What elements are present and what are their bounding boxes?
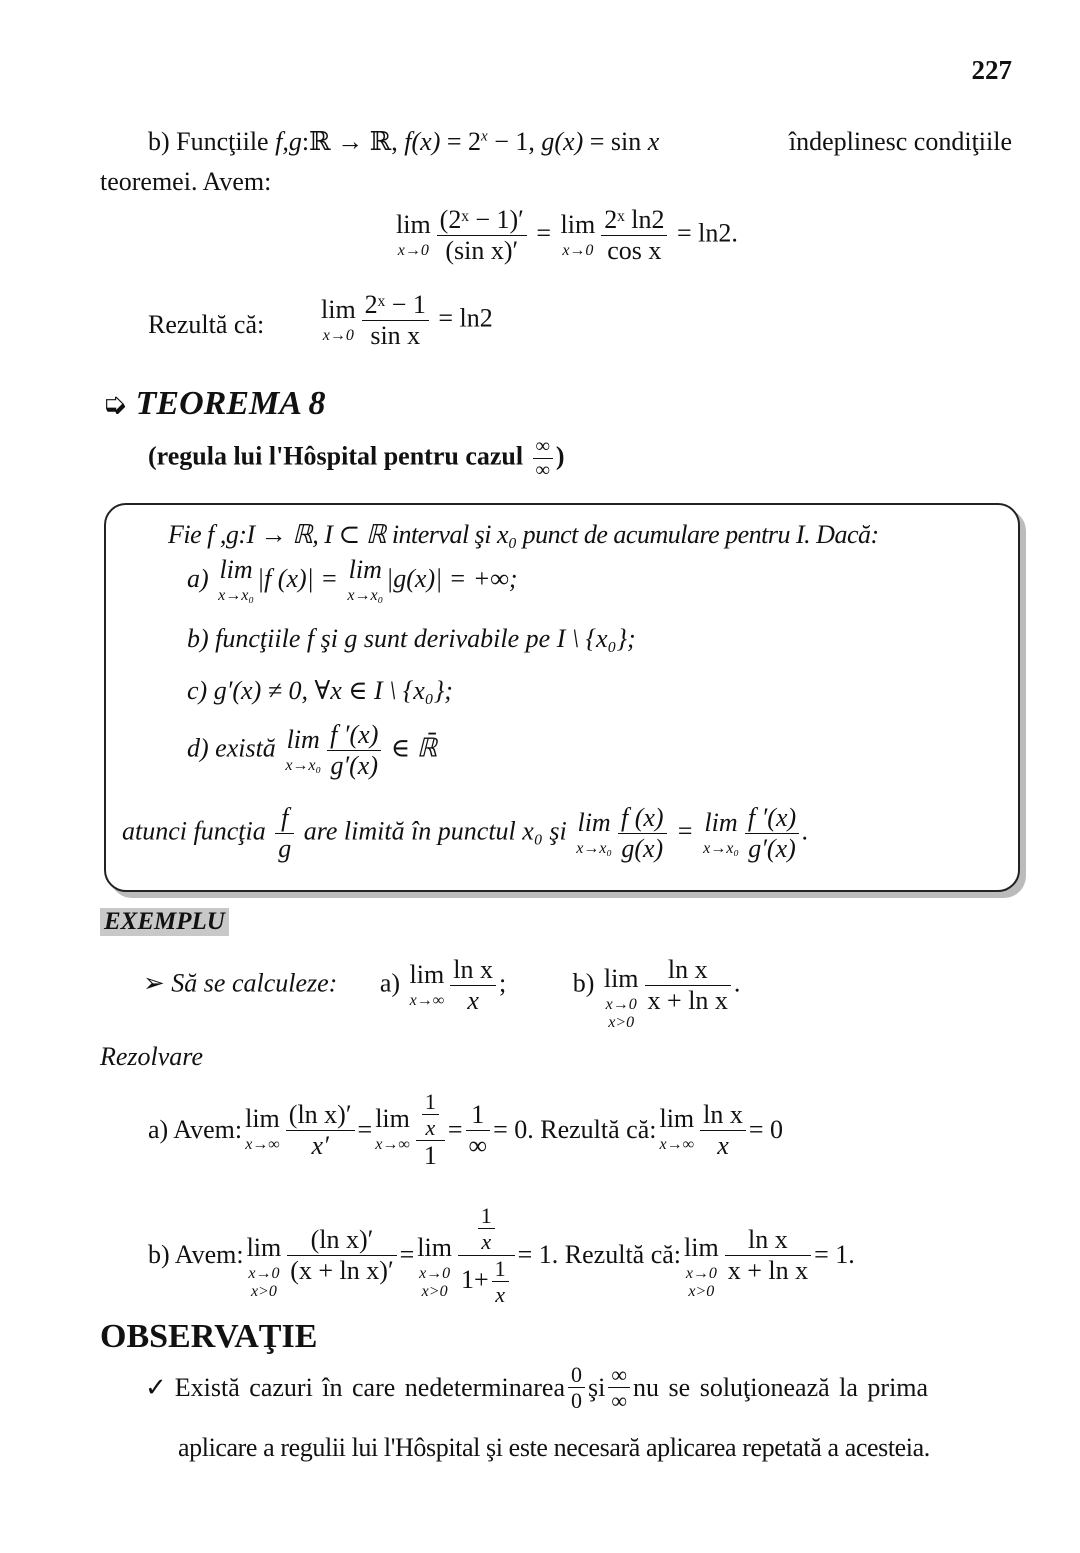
numerator: 0 — [568, 1362, 585, 1388]
theorem-conclusion — [122, 803, 809, 864]
denominator: g′(x) — [330, 750, 378, 780]
text: . — [733, 968, 741, 998]
page-number: 227 — [971, 55, 1012, 85]
example-task — [143, 940, 740, 1031]
text: = — [447, 1115, 463, 1144]
condition-b: b) funcţiile f şi g sunt derivabile pe I \ {x₀}; — [187, 624, 636, 653]
denominator: ∞ — [468, 1130, 488, 1160]
text: ∈ ℝ̄ — [384, 733, 438, 763]
checkmark-icon: ✓ — [145, 1372, 167, 1402]
lim: lim — [219, 555, 253, 584]
text: nu se soluţionează la prima — [633, 1372, 929, 1402]
text: = sin — [583, 127, 648, 156]
denominator: x′ — [311, 1130, 329, 1160]
hand-arrow-icon: ➭ — [102, 388, 128, 421]
lim: lim — [603, 964, 639, 993]
lim: lim — [684, 1233, 719, 1263]
numerator: ∞ — [608, 1362, 630, 1388]
theorem-heading — [102, 385, 326, 423]
lim: lim — [321, 294, 356, 324]
text: Există cazuri în care nedeterminarea — [174, 1372, 566, 1402]
lim: lim — [245, 1104, 280, 1134]
text: = 2 — [440, 127, 482, 156]
denominator: 0 — [571, 1388, 583, 1414]
text: = — [669, 816, 701, 846]
numerator: 2ˣ − 1 — [362, 290, 429, 321]
lim-sub: x→x₀ — [285, 756, 322, 774]
denominator: x — [495, 1281, 506, 1307]
condition-d — [187, 720, 437, 781]
denominator: x — [717, 1130, 729, 1160]
text: a) — [187, 563, 216, 593]
lim-sub: x→∞ — [659, 1136, 695, 1154]
denominator: (x + ln x)′ — [290, 1255, 394, 1285]
numerator: ln x — [700, 1100, 746, 1131]
lim: lim — [659, 1104, 695, 1134]
text: g(x) — [541, 127, 584, 156]
text: b) Funcţiile — [148, 127, 276, 156]
theorem-subtitle — [148, 435, 565, 482]
text: = ln2 — [431, 303, 493, 333]
numerator: ln x — [725, 1225, 811, 1256]
text: d) există — [187, 733, 283, 763]
numerator: 1 — [492, 1256, 509, 1282]
text: f,g — [275, 127, 302, 156]
numerator: 2ˣ ln2 — [601, 205, 667, 236]
text: |f (x)| = — [256, 563, 345, 593]
lim: lim — [560, 209, 596, 239]
solution-b — [148, 1185, 855, 1325]
text: şi — [588, 1372, 606, 1402]
observation-line-1 — [145, 1362, 1000, 1414]
lim: lim — [286, 724, 320, 754]
theorem-title: TEOREMA 8 — [135, 385, 326, 422]
text: = ln2. — [670, 218, 738, 248]
numerator: 1 — [466, 1100, 491, 1131]
numerator: f (x) — [618, 803, 667, 834]
lim-sub: x→x₀ — [218, 587, 254, 604]
lim: lim — [348, 555, 382, 584]
arrowhead-bullet-icon: ➢ — [143, 968, 165, 998]
lim-sub: x→0 — [248, 1265, 280, 1283]
paragraph-functions — [148, 127, 1012, 157]
lim-sub: x→0 — [562, 241, 594, 259]
text: = 1. — [814, 1240, 855, 1269]
lim-sub: x→x₀ — [703, 839, 739, 857]
text: :ℝ → ℝ, — [301, 127, 405, 156]
numerator: ln x — [645, 955, 731, 986]
lim-sub: x>0 — [688, 1283, 715, 1300]
lim: lim — [396, 209, 431, 239]
text: ; — [498, 968, 507, 998]
denominator: g(x) — [621, 833, 664, 863]
text: = 1. Rezultă că: — [517, 1240, 682, 1269]
condition-c: c) g′(x) ≠ 0, ∀x ∈ I \ {x₀}; — [187, 676, 453, 705]
solution-a — [148, 1075, 783, 1185]
text: b) Avem: — [148, 1240, 244, 1269]
text: îndeplinesc condiţiile — [788, 127, 1012, 156]
text: = 0 — [748, 1115, 784, 1144]
text: Să se calculeze: — [171, 968, 338, 998]
condition-a — [187, 557, 518, 605]
text: ) — [555, 441, 565, 471]
denominator: cos x — [607, 235, 662, 265]
text: a) — [379, 968, 407, 998]
text: atunci funcţia — [122, 816, 273, 846]
text: (regula lui l'Hôspital pentru cazul — [148, 441, 530, 471]
numerator: ln x — [450, 955, 496, 986]
text: f(x) — [404, 127, 441, 156]
numerator: f ′(x) — [327, 720, 381, 751]
denominator: sin x — [370, 320, 421, 350]
lim: lim — [409, 959, 445, 989]
lim-sub: x>0 — [421, 1283, 448, 1300]
denominator: ∞ — [611, 1388, 628, 1414]
denominator: x + ln x — [727, 1255, 809, 1285]
example-heading: EXEMPLU — [100, 908, 229, 936]
lim-sub: x→0 — [419, 1265, 451, 1283]
numerator: f — [275, 803, 294, 834]
observation-heading: OBSERVAŢIE — [100, 1318, 318, 1355]
text: x — [647, 127, 660, 156]
text: = — [529, 218, 558, 248]
lim-sub: x→∞ — [409, 991, 445, 1009]
denominator: x — [481, 1229, 492, 1255]
denominator: x — [467, 986, 479, 1016]
lim-sub: x→0 — [322, 326, 354, 344]
numerator: ∞ — [533, 435, 553, 459]
lim: lim — [375, 1104, 410, 1134]
denominator: g′(x) — [748, 833, 796, 863]
formula-limit-1 — [393, 205, 738, 266]
text: = — [399, 1240, 415, 1269]
theorem-hypothesis: Fie f ,g:I → ℝ, I ⊂ ℝ interval şi x₀ punct de acumulare pentru I. Dacă: — [168, 520, 879, 549]
denominator: (sin x)′ — [445, 235, 519, 265]
text: . — [802, 816, 809, 846]
solution-heading: Rezolvare — [100, 1042, 203, 1071]
text: x — [481, 128, 488, 145]
result-label: Rezultă că: — [148, 310, 265, 339]
denominator: g — [278, 833, 292, 863]
lim-sub: x>0 — [250, 1283, 277, 1300]
lim-sub: x>0 — [608, 1013, 635, 1031]
text: = 0. Rezultă că: — [493, 1115, 657, 1144]
lim: lim — [704, 807, 738, 837]
lim-sub: x→0 — [685, 1265, 717, 1283]
lim-sub: x→0 — [605, 996, 637, 1013]
lim-sub: x→∞ — [245, 1136, 280, 1154]
numerator: (2ˣ − 1)′ — [437, 205, 527, 236]
lim-sub: x→0 — [397, 241, 429, 259]
numerator: (ln x)′ — [286, 1100, 355, 1131]
lim: lim — [246, 1233, 282, 1263]
text: − 1, — [487, 127, 542, 156]
denominator: x — [425, 1115, 436, 1141]
lim-sub: x→∞ — [375, 1136, 410, 1154]
text: are limită în punctul x₀ şi — [297, 816, 574, 846]
denominator: x + ln x — [647, 986, 728, 1016]
denominator: 1 — [423, 1141, 437, 1171]
denominator: ∞ — [535, 459, 550, 481]
lim-sub: x→x₀ — [347, 587, 384, 604]
paragraph-text: teoremei. Avem: — [100, 167, 272, 196]
numerator: (ln x)′ — [287, 1225, 396, 1256]
lim-sub: x→x₀ — [576, 839, 612, 857]
observation-line-2: aplicare a regulii lui l'Hôspital şi este necesară aplicarea repetată a acesteia. — [178, 1433, 930, 1462]
lim: lim — [417, 1233, 452, 1263]
lim: lim — [577, 807, 611, 837]
text: = — [357, 1115, 373, 1144]
numerator: 1 — [478, 1203, 495, 1229]
text: b) — [572, 968, 601, 998]
formula-limit-2 — [318, 290, 493, 351]
text: a) Avem: — [148, 1115, 243, 1144]
text: |g(x)| = +∞; — [386, 563, 518, 593]
denominator: 1+ — [460, 1264, 489, 1294]
numerator: 1 — [422, 1089, 439, 1115]
numerator: f ′(x) — [745, 803, 799, 834]
